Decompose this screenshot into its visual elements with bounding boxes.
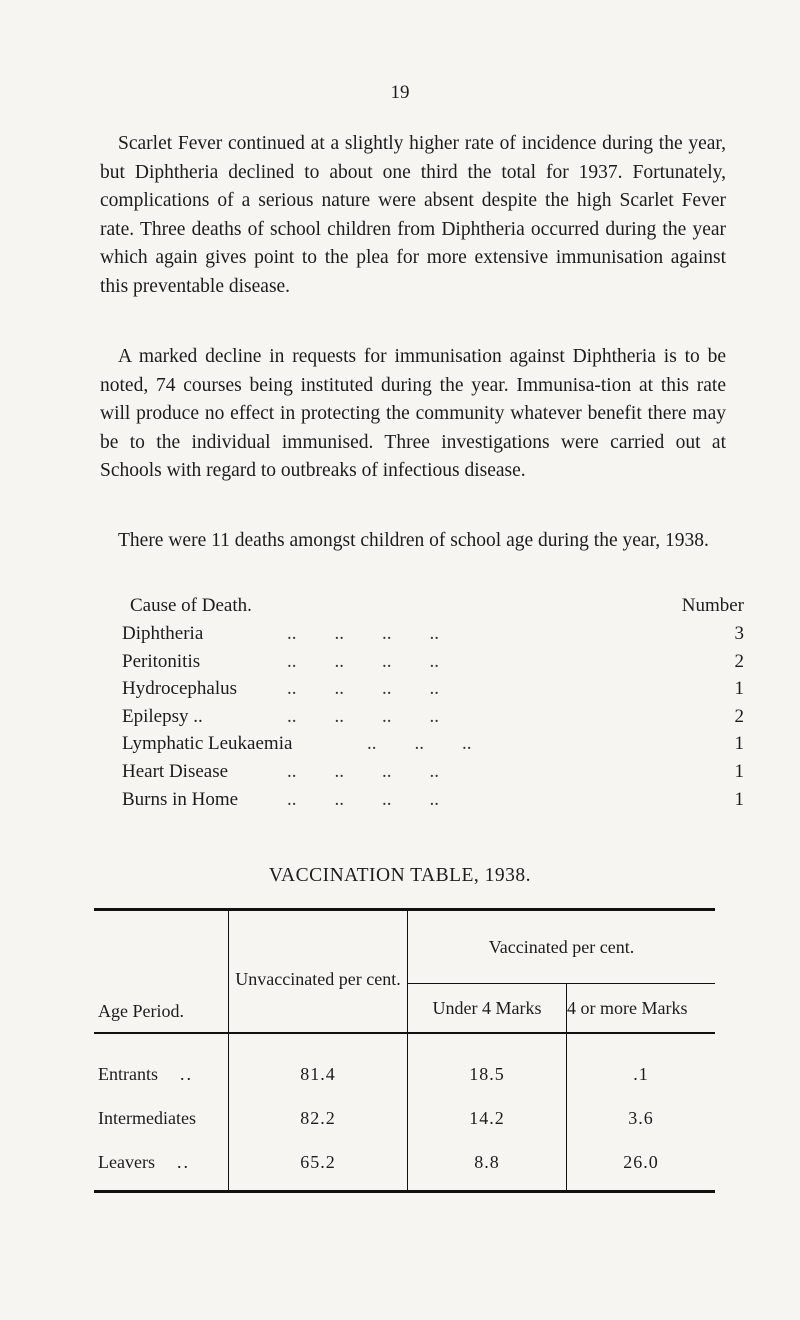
dot-leaders: .. .. .. .. <box>287 678 439 700</box>
deaths-header <box>122 595 744 623</box>
death-count: 3 <box>734 623 744 644</box>
dot-leaders: .. .. .. .. <box>287 650 439 672</box>
age-period-label: Intermediates <box>98 1107 196 1128</box>
deaths-list <box>122 595 744 816</box>
page-number: 19 <box>390 82 410 103</box>
death-count: 1 <box>734 788 744 810</box>
paragraph-scarlet-fever: Scarlet Fever continued at a slightly higher rate of incidence during the year, but Diphtheria declined to about one third the total for 1937. Fortunately, complications of a serious nature were absent despite the high Scarlet Fever rate. Three deaths of school children from Diphtheria occurred during the year which again gives point to the plea for more extensive immunisation against this preventable disease. <box>100 133 726 297</box>
age-period-label: Entrants <box>98 1063 158 1084</box>
cause-of-death-heading: Cause of Death. <box>130 595 252 616</box>
four-or-more-marks-header: 4 or more Marks <box>567 984 716 1034</box>
vaccination-table-title: VACCINATION TABLE, 1938. <box>268 865 532 886</box>
death-count: 1 <box>734 760 744 782</box>
death-count: 1 <box>734 678 744 700</box>
dot-leaders: .. .. .. <box>367 733 472 755</box>
table-row <box>94 1096 715 1140</box>
paragraph-deaths-intro: There were 11 deaths amongst children of school age during the year, 1938. <box>118 530 709 551</box>
death-row: Lymphatic Leukaemia .. .. .. 1 <box>122 733 744 755</box>
dot-leaders: .. <box>180 1063 193 1084</box>
unvaccinated-cell: 81.4 <box>229 1033 408 1096</box>
under-4-marks-cell: 8.8 <box>408 1140 567 1192</box>
table-header-row <box>94 910 715 984</box>
dot-leaders: .. .. .. .. <box>287 760 439 782</box>
death-row: Hydrocephalus .. .. .. .. 1 <box>122 678 744 700</box>
death-count: 2 <box>734 705 744 727</box>
under-4-marks-cell: 14.2 <box>408 1096 567 1140</box>
vaccination-table <box>94 908 715 1193</box>
dot-leaders: .. .. .. .. <box>287 788 439 810</box>
death-row: Epilepsy .. .. .. .. .. 2 <box>122 705 744 727</box>
death-row: Burns in Home .. .. .. .. 1 <box>122 788 744 810</box>
age-period-header: Age Period. <box>94 910 229 1034</box>
unvaccinated-cell: 65.2 <box>229 1140 408 1192</box>
death-count: 1 <box>734 733 744 755</box>
table-row <box>94 1033 715 1096</box>
under-4-marks-cell: 18.5 <box>408 1033 567 1096</box>
unvaccinated-header: Unvaccinated per cent. <box>229 910 408 1034</box>
age-period-cell <box>94 1096 229 1140</box>
death-row: Diphtheria .. .. .. .. 3 <box>122 623 744 644</box>
dot-leaders: .. <box>176 1151 190 1172</box>
four-or-more-marks-cell: .1 <box>633 1063 649 1084</box>
age-period-label: Leavers <box>98 1151 155 1172</box>
unvaccinated-cell: 82.2 <box>229 1096 408 1140</box>
four-or-more-marks-cell: 26.0 <box>567 1140 716 1192</box>
death-row: Heart Disease .. .. .. .. 1 <box>122 760 744 782</box>
number-heading: Number <box>681 595 744 616</box>
vaccinated-header: Vaccinated per cent. <box>408 910 716 984</box>
age-period-cell <box>94 1140 229 1192</box>
age-period-cell <box>94 1033 229 1096</box>
under-4-marks-header: Under 4 Marks <box>408 984 567 1034</box>
death-count: 2 <box>734 650 744 672</box>
death-row: Peritonitis .. .. .. .. 2 <box>122 650 744 672</box>
table-row <box>94 1140 715 1192</box>
four-or-more-marks-cell: 3.6 <box>628 1107 654 1128</box>
paragraph-immunisation: A marked decline in requests for immunisation against Diphtheria is to be noted, 74 courses being instituted during the year. Immunisa-tion at this rate will produce no effect in protecting the community whatever benefit there may be to the individual immunised. Three investigations were carried out at Schools with regard to outbreaks of infectious disease. <box>100 346 726 481</box>
dot-leaders: .. .. .. .. <box>287 623 439 644</box>
dot-leaders: .. .. .. .. <box>287 705 439 727</box>
